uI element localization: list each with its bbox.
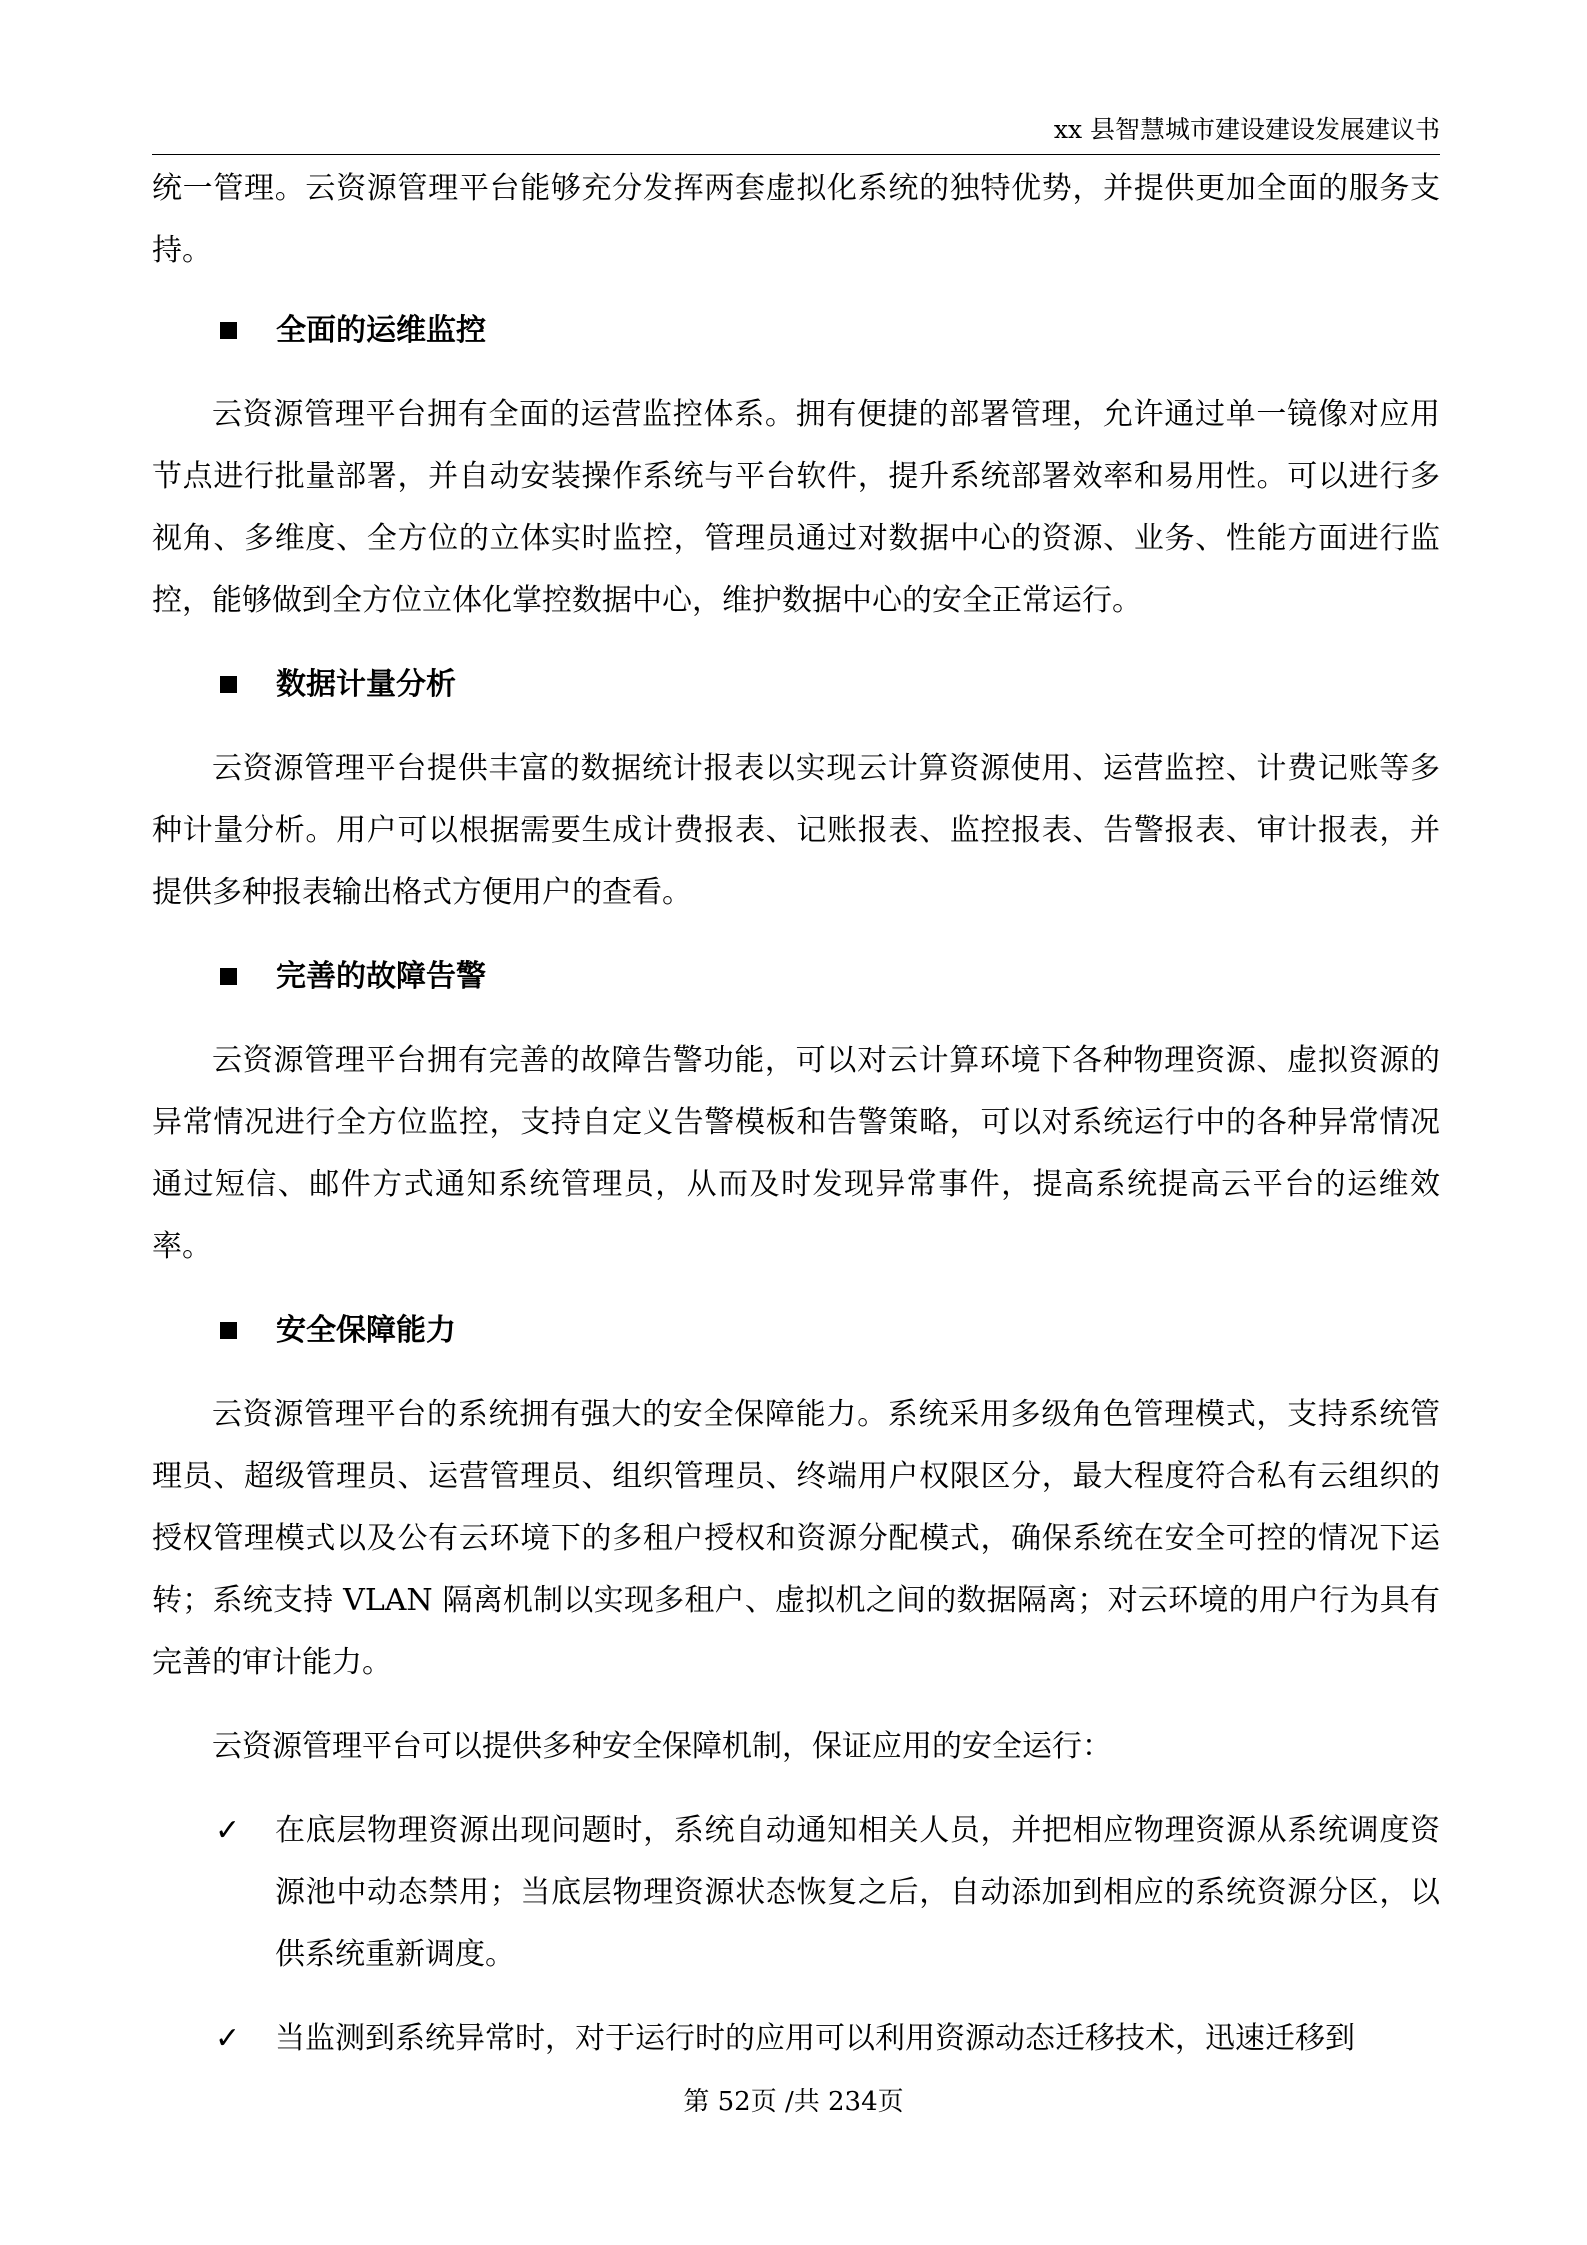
checkmark-icon: ✓ [215, 2021, 241, 2056]
section-heading-fault-alarm [152, 946, 1440, 1008]
section-paragraph-fault-alarm: 云资源管理平台拥有完善的故障告警功能，可以对云计算环境下各种物理资源、虚拟资源的异常情况进行全方位监控，支持自定义告警模板和告警策略，可以对系统运行中的各种异常情况通过短信、邮件方式通知系统管理员，从而及时发现异常事件，提高系统提高云平台的运维效率。 [152, 1043, 1440, 1264]
section-heading-text: 完善的故障告警 [276, 959, 486, 994]
section-heading-data-metering [152, 654, 1440, 716]
section-paragraph-security: 云资源管理平台的系统拥有强大的安全保障能力。系统采用多级角色管理模式，支持系统管理员、超级管理员、运营管理员、组织管理员、终端用户权限区分，最大程度符合私有云组织的授权管理模式以及公有云环境下的多租户授权和资源分配模式，确保系统在安全可控的情况下运转；系统支持 VLAN 隔离机制以实现多租户、虚拟机之间的数据隔离；对云环境的用户行为具有完善的审计能力。 [152, 1397, 1440, 1680]
section-heading-text: 安全保障能力 [276, 1313, 456, 1348]
square-bullet-icon [220, 1322, 237, 1339]
check-list-item-text: 当监测到系统异常时，对于运行时的应用可以利用资源动态迁移技术，迅速迁移到 [275, 2021, 1355, 2056]
section-heading-text: 全面的运维监控 [276, 313, 486, 348]
page-number-footer: 第 52页 /共 234页 [683, 2087, 904, 2117]
document-title: xx 县智慧城市建设建设发展建议书 [1053, 115, 1440, 144]
section-paragraph-data-metering: 云资源管理平台提供丰富的数据统计报表以实现云计算资源使用、运营监控、计费记账等多种计量分析。用户可以根据需要生成计费报表、记账报表、监控报表、告警报表、审计报表，并提供多种报表输出格式方便用户的查看。 [152, 751, 1440, 910]
square-bullet-icon [220, 322, 237, 339]
check-list-item [152, 2008, 1440, 2070]
intro-continuation-paragraph: 统一管理。云资源管理平台能够充分发挥两套虚拟化系统的独特优势，并提供更加全面的服务支持。 [152, 171, 1440, 268]
checkmark-icon: ✓ [215, 1813, 241, 1848]
page-header [152, 110, 1440, 155]
check-list-item-text: 在底层物理资源出现问题时，系统自动通知相关人员，并把相应物理资源从系统调度资源池中动态禁用；当底层物理资源状态恢复之后，自动添加到相应的系统资源分区，以供系统重新调度。 [275, 1813, 1440, 1972]
mechanisms-intro-paragraph: 云资源管理平台可以提供多种安全保障机制，保证应用的安全运行： [212, 1729, 1112, 1764]
section-heading-text: 数据计量分析 [276, 667, 456, 702]
section-heading-ops-monitoring [152, 300, 1440, 362]
section-paragraph-ops-monitoring: 云资源管理平台拥有全面的运营监控体系。拥有便捷的部署管理，允许通过单一镜像对应用节点进行批量部署，并自动安装操作系统与平台软件，提升系统部署效率和易用性。可以进行多视角、多维度、全方位的立体实时监控，管理员通过对数据中心的资源、业务、性能方面进行监控，能够做到全方位立体化掌控数据中心，维护数据中心的安全正常运行。 [152, 397, 1440, 618]
document-body [152, 158, 1440, 2070]
square-bullet-icon [220, 968, 237, 985]
square-bullet-icon [220, 676, 237, 693]
section-heading-security [152, 1300, 1440, 1362]
check-list-item [152, 1800, 1440, 1986]
